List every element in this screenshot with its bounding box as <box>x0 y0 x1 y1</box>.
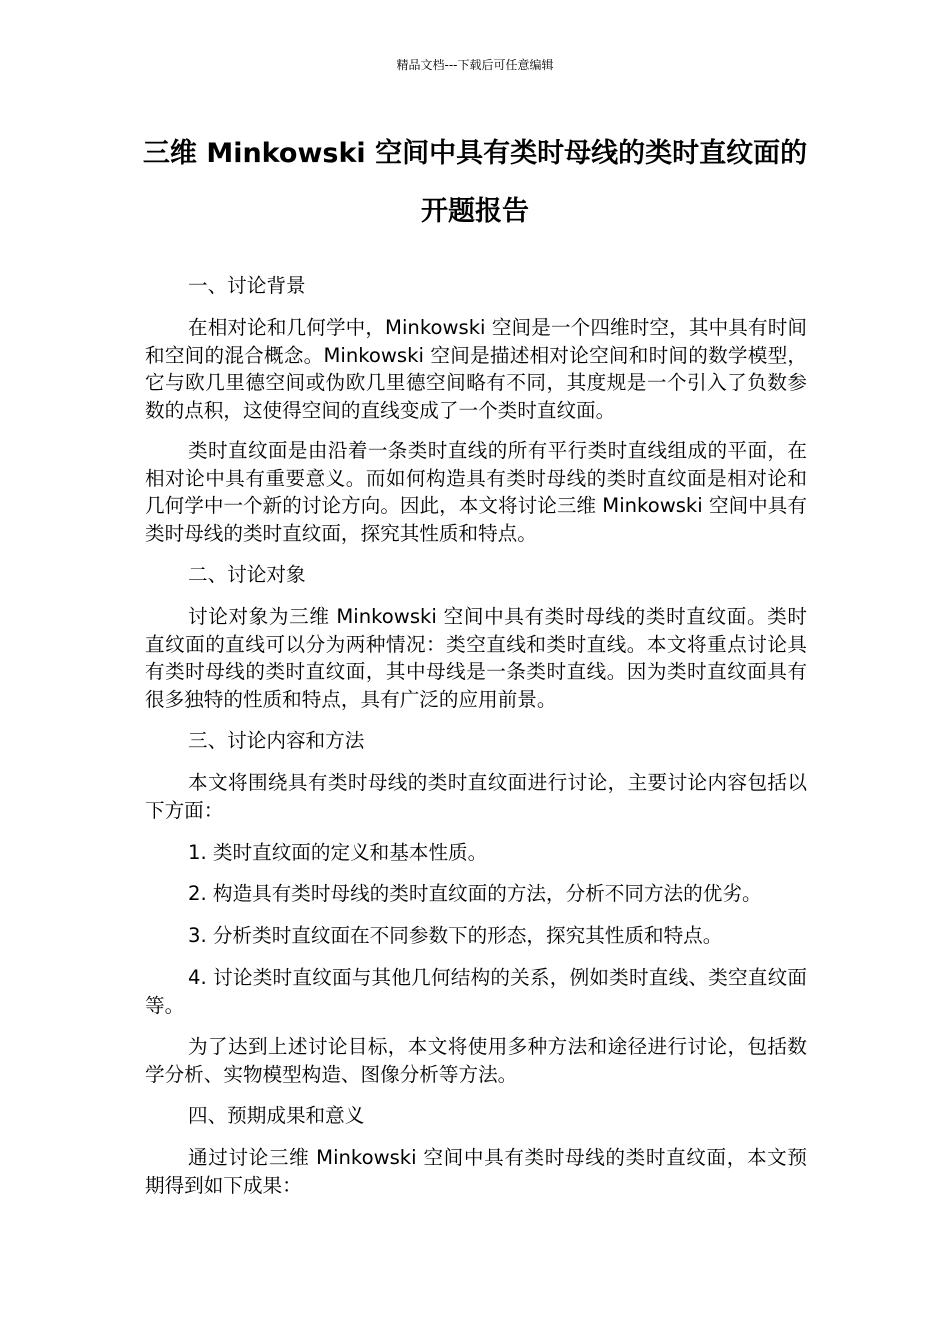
document-title-line-1: 三维 Minkowski 空间中具有类时母线的类时直纹面的 <box>142 138 808 169</box>
paragraph-text: 为了达到上述讨论目标，本文将使用多种方法和途径进行讨论，包括数学分析、实物模型构造、图像分析等方法。 <box>145 1035 807 1086</box>
paragraph-object <box>145 603 807 713</box>
section-heading-background: 一、讨论背景 <box>188 274 306 297</box>
list-item-text: 4. 讨论类时直纹面与其他几何结构的关系，例如类时直线、类空直纹面等。 <box>145 966 807 1017</box>
paragraph-text: 在相对论和几何学中，Minkowski 空间是一个四维时空，其中具有时间和空间的混合概念。Minkowski 空间是描述相对论空间和时间的数学模型，它与欧几里德空间或伪欧几里德空间略有不同，其度规是一个引入了负数参数的点积，这使得空间的直线变成了一个类时直纹面。 <box>145 316 807 422</box>
page-header: 精品文档---下载后可任意编辑 <box>396 58 554 72</box>
paragraph-content-intro <box>145 769 807 824</box>
paragraph-outcomes-intro <box>145 1144 807 1199</box>
list-item-text: 3. 分析类时直纹面在不同参数下的形态，探究其性质和特点。 <box>188 924 723 947</box>
paragraph-text: 通过讨论三维 Minkowski 空间中具有类时母线的类时直纹面，本文预期得到如下成果： <box>145 1146 807 1197</box>
section-heading-object: 二、讨论对象 <box>188 563 306 586</box>
section-heading-outcomes: 四、预期成果和意义 <box>188 1104 365 1127</box>
paragraph-text: 本文将围绕具有类时母线的类时直纹面进行讨论，主要讨论内容包括以下方面： <box>145 771 807 822</box>
list-item-3 <box>145 922 807 950</box>
document-title-line-2: 开题报告 <box>421 196 529 227</box>
list-item-2 <box>145 880 807 908</box>
list-item-1 <box>145 839 807 867</box>
list-item-text: 1. 类时直纹面的定义和基本性质。 <box>188 841 488 864</box>
list-item-4 <box>145 964 807 1019</box>
paragraph-text: 类时直纹面是由沿着一条类时直线的所有平行类时直线组成的平面，在相对论中具有重要意义。而如何构造具有类时母线的类时直纹面是相对论和几何学中一个新的讨论方向。因此，本文将讨论三维 Minkowski 空间中具有类时母线的类时直纹面，探究其性质和特点。 <box>145 439 807 545</box>
paragraph-background-2 <box>145 437 807 547</box>
paragraph-background-1 <box>145 314 807 424</box>
paragraph-content-closing <box>145 1033 807 1088</box>
section-heading-content-method: 三、讨论内容和方法 <box>188 729 365 752</box>
paragraph-text: 讨论对象为三维 Minkowski 空间中具有类时母线的类时直纹面。类时直纹面的直线可以分为两种情况：类空直线和类时直线。本文将重点讨论具有类时母线的类时直纹面，其中母线是一条类时直线。因为类时直纹面具有很多独特的性质和特点，具有广泛的应用前景。 <box>145 605 807 711</box>
list-item-text: 2. 构造具有类时母线的类时直纹面的方法，分析不同方法的优劣。 <box>188 882 762 905</box>
